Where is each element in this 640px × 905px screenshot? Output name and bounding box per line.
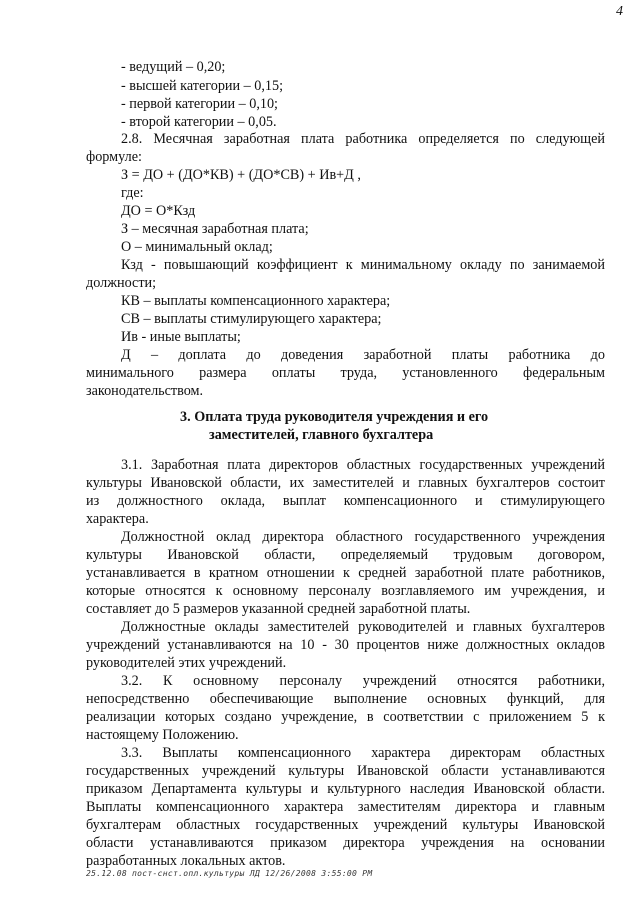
text-line: Д – доплата до доведения заработной платы работника до xyxy=(121,347,605,363)
text-line: непосредственно обеспечивающие выполнение основных функций, для xyxy=(86,691,605,707)
section-heading: заместителей, главного бухгалтера xyxy=(209,427,434,443)
text-line: устанавливается в кратном отношении к средней заработной плате работников, xyxy=(86,565,605,581)
text-line: минимального размера оплаты труда, установленного федеральным xyxy=(86,365,605,381)
text-line: О – минимальный оклад; xyxy=(121,239,273,255)
text-line: 3.3. Выплаты компенсационного характера директорам областных xyxy=(121,745,605,761)
text-line: формуле: xyxy=(86,149,142,165)
text-line: должности; xyxy=(86,275,157,291)
text-line: учреждений устанавливаются на 10 - 30 процентов ниже должностных окладов xyxy=(86,637,605,653)
text-line: реализации которых создано учреждение, в соответствии с приложением 5 к xyxy=(86,709,605,725)
text-line: приказом Департамента культуры и культурного наследия Ивановской области. xyxy=(86,781,605,797)
text-line: - ведущий – 0,20; xyxy=(121,59,226,75)
formula: З = ДО + (ДО*КВ) + (ДО*СВ) + Ив+Д , xyxy=(121,167,361,183)
text-line: КВ – выплаты компенсационного характера; xyxy=(121,293,391,309)
section-heading: 3. Оплата труда руководителя учреждения и его xyxy=(180,409,489,425)
text-line: области устанавливаются приказом директора учреждения на основании xyxy=(86,835,605,851)
text-line: Ив - иные выплаты; xyxy=(121,329,241,345)
text-line: культуры Ивановской области, определяемый трудовым договором, xyxy=(86,547,605,563)
text-line: 2.8. Месячная заработная плата работника определяется по следующей xyxy=(121,131,605,147)
text-line: которые относятся к основному персоналу возглавляемого им учреждения, и xyxy=(86,583,605,599)
text-line: разработанных локальных актов. xyxy=(86,853,286,869)
text-line: где: xyxy=(121,185,144,201)
text-line: законодательством. xyxy=(86,383,204,399)
page-number: 4 xyxy=(616,4,623,19)
text-line: Должностные оклады заместителей руководителей и главных бухгалтеров xyxy=(121,619,605,635)
text-line: 3.2. К основному персоналу учреждений относятся работники, xyxy=(121,673,605,689)
text-line: Выплаты компенсационного характера заместителям директора и главным xyxy=(86,799,605,815)
text-line: характера. xyxy=(86,511,149,527)
file-footer: 25.12.08 пост-снст.опл.культуры ЛД 12/26/2008 3:55:00 PM xyxy=(86,869,373,878)
text-line: настоящему Положению. xyxy=(86,727,239,743)
text-line: из должностного оклада, выплат компенсационного и стимулирующего xyxy=(86,493,605,509)
text-line: - первой категории – 0,10; xyxy=(121,96,278,112)
text-line: Должностной оклад директора областного государственного учреждения xyxy=(121,529,605,545)
text-line: 3.1. Заработная плата директоров областных государственных учреждений xyxy=(121,457,605,473)
text-line: бухгалтерам областных государственных учреждений культуры Ивановской xyxy=(86,817,605,833)
text-line: руководителей этих учреждений. xyxy=(86,655,287,671)
text-line: Кзд - повышающий коэффициент к минимальному окладу по занимаемой xyxy=(121,257,605,273)
text-line: - высшей категории – 0,15; xyxy=(121,78,284,94)
text-line: составляет до 5 размеров указанной средней заработной платы. xyxy=(86,601,471,617)
formula: ДО = О*Кзд xyxy=(121,203,196,219)
text-line: З – месячная заработная плата; xyxy=(121,221,309,237)
text-line: государственных учреждений культуры Ивановской области устанавливаются xyxy=(86,763,605,779)
text-line: СВ – выплаты стимулирующего характера; xyxy=(121,311,382,327)
text-line: - второй категории – 0,05. xyxy=(121,114,277,130)
text-line: культуры Ивановской области, их заместителей и главных бухгалтеров состоит xyxy=(86,475,605,491)
